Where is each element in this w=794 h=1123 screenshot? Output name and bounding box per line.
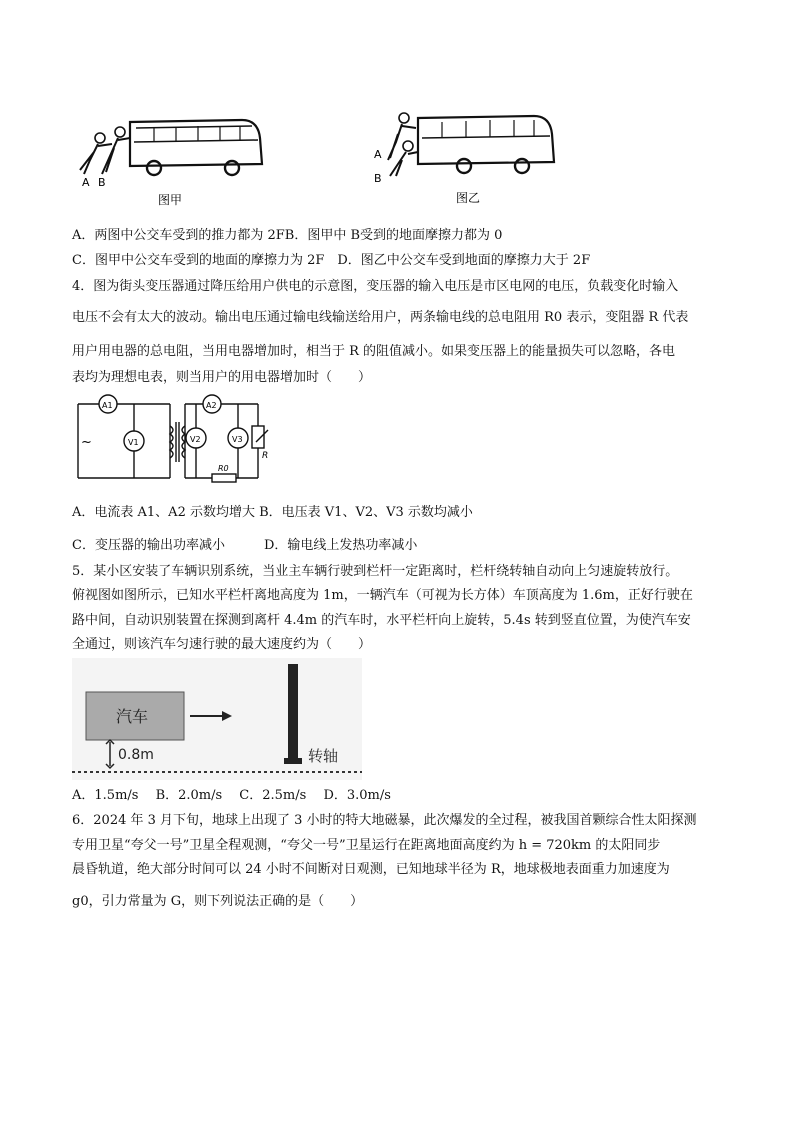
- q5-options: A．1.5m/s B．2.0m/s C．2.5m/s D．3.0m/s: [72, 788, 391, 803]
- transformer-circuit: [72, 390, 272, 485]
- q4-stem-line-4: 表均为理想电表，则当用户的用电器增加时（ ）: [72, 370, 372, 385]
- q4-stem-line-1: 4．图为街头变压器通过降压给用户供电的示意图，变压器的输入电压是市区电网的电压，负载变化时输入: [72, 279, 679, 294]
- bus-figure-yi: [368, 104, 568, 209]
- q6-stem-line-4: g0，引力常量为 G，则下列说法正确的是（ ）: [72, 894, 364, 909]
- q3-option-line-2: C．图甲中公交车受到的地面的摩擦力为 2F D．图乙中公交车受到地面的摩擦力大于 2F: [72, 253, 591, 268]
- ac-source-symbol: ~: [81, 435, 92, 450]
- voltmeter-v1-label: V1: [128, 438, 139, 447]
- caption-yi: 图乙: [456, 191, 481, 205]
- barrier-figure: [72, 658, 362, 780]
- person-b-label: B: [98, 176, 106, 189]
- ammeter-a2-label: A2: [206, 401, 217, 410]
- person-b-label-yi: B: [374, 172, 382, 185]
- q4-stem-line-2: 电压不会有太大的波动。输出电压通过输电线输送给用户，两条输电线的总电阻用 R0 表示，变阻器 R 代表: [72, 310, 689, 325]
- q5-stem-line-3: 路中间，自动识别装置在探测到离杆 4.4m 的汽车时，水平栏杆向上旋转，5.4s 转到竖直位置，为使汽车安: [72, 613, 691, 628]
- ammeter-a1-label: A1: [102, 401, 113, 410]
- person-a-label-yi: A: [374, 148, 382, 161]
- voltmeter-v3-label: V3: [232, 435, 243, 444]
- distance-label: 0.8m: [118, 747, 154, 763]
- q4-option-ab: A．电流表 A1、A2 示数均增大 B．电压表 V1、V2、V3 示数均减小: [72, 505, 473, 520]
- rheostat-r-label: R: [262, 451, 269, 461]
- caption-jia: 图甲: [158, 193, 183, 207]
- pivot-label: 转轴: [308, 747, 339, 765]
- q6-stem-line-2: 专用卫星“夸父一号”卫星全程观测，“夸父一号”卫星运行在距离地面高度约为 h = 720km 的太阳同步: [72, 838, 661, 853]
- q5-stem-line-1: 5．某小区安装了车辆识别系统，当业主车辆行驶到栏杆一定距离时，栏杆绕转轴自动向上匀速旋转放行。: [72, 564, 679, 579]
- q4-stem-line-3: 用户用电器的总电阻，当用电器增加时，相当于 R 的阻值减小。如果变压器上的能量损失可以忽略，各电: [72, 344, 676, 359]
- bus-figure-jia: [72, 108, 272, 213]
- q3-option-line-1: A．两图中公交车受到的推力都为 2FB．图甲中 B受到的地面摩擦力都为 0: [72, 228, 503, 243]
- q6-stem-line-3: 晨昏轨道，绝大部分时间可以 24 小时不间断对日观测，已知地球半径为 R，地球极地表面重力加速度为: [72, 862, 670, 877]
- q5-stem-line-4: 全通过，则该汽车匀速行驶的最大速度约为（ ）: [72, 637, 372, 652]
- resistor-r0-label: R0: [218, 464, 229, 473]
- person-a-label: A: [82, 176, 90, 189]
- car-label: 汽车: [116, 707, 149, 726]
- q5-stem-line-2: 俯视图如图所示，已知水平栏杆离地高度为 1m，一辆汽车（可视为长方体）车顶高度为 1.6m，正好行驶在: [72, 588, 693, 603]
- q6-stem-line-1: 6．2024 年 3 月下旬，地球上出现了 3 小时的特大地磁暴，此次爆发的全过程，被我国首颗综合性太阳探测: [72, 813, 697, 828]
- q4-option-cd: C．变压器的输出功率减小 D．输电线上发热功率减小: [72, 538, 418, 553]
- voltmeter-v2-label: V2: [190, 435, 201, 444]
